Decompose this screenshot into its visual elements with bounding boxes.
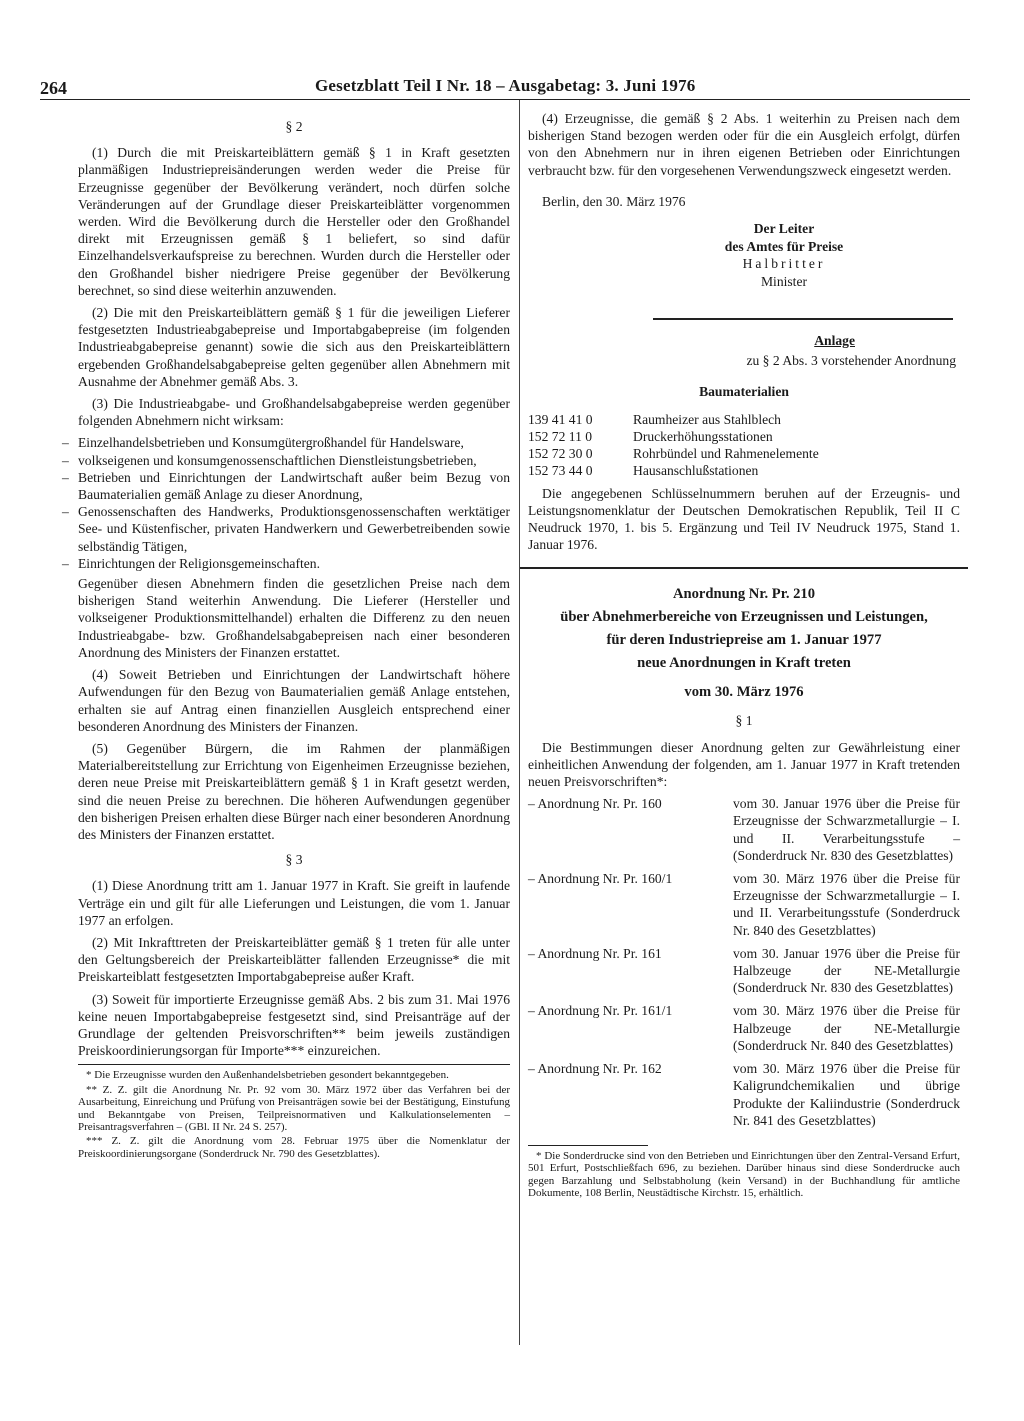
page-header xyxy=(40,70,970,100)
list-item: – Anordnung Nr. Pr. 162 vom 30. März 1976 über die Preise für Kaligrundchemikalien und übrige Produkte der Kaliindustrie (Sonderdruck Nr. 841 des Gesetzblattes) xyxy=(528,1061,960,1128)
table-row: 152 73 44 0 Hausanschlußstationen xyxy=(528,462,759,478)
footnote-rule xyxy=(528,1145,648,1146)
signatory-title: Der Leiter xyxy=(753,221,815,237)
footnote: *** Z. Z. gilt die Anordnung vom 28. Februar 1975 über die Nomenklatur der Preiskoordinierungsorgane (Sonderdruck Nr. 790 des Gesetzblattes). xyxy=(78,1135,510,1160)
right-column xyxy=(528,110,960,1202)
paragraph: (1) Durch die mit Preiskarteiblättern gemäß § 1 in Kraft gesetzten planmäßigen Industriepreisänderungen werden weder die Preise für Erzeugnisse gegenüber der Bevölkerung verändert, noch dürfen solche Veränderungen auf der Grundlage dieser Preiskarteiblätter vorgenommen werden. Wird die Bevölkerung durch die Hersteller oder den Großhandel direkt mit Erzeugnissen gemäß § 1 beliefert, so sind dafür Einzelhandelsverkaufspreise zu berechnen. Wurden durch die Hersteller oder den Großhandel bisher niedrigere Preise gegenüber der Bevölkerung berechnet, so sind diese weiterhin anzuwenden. xyxy=(78,145,510,298)
section-heading-1: § 1 xyxy=(735,713,753,729)
list-item: – Betrieben und Einrichtungen der Landwirtschaft außer beim Bezug von Baumaterialien gemäß Anlage zu dieser Anordnung, xyxy=(62,469,510,503)
table-row: 139 41 41 0 Raumheizer aus Stahlblech xyxy=(528,411,781,427)
footnote: * Die Erzeugnisse wurden den Außenhandelsbetrieben gesondert bekanntgegeben. xyxy=(86,1069,449,1082)
paragraph: (2) Die mit den Preiskarteiblättern gemäß § 1 für die jeweiligen Lieferer festgesetzten Industrieabgabepreise und Importabgabepreise (im folgenden Industrieabgabepreise genannt) sowie die sich aus den Preiskarteiblättern ergebenden Großhandelsabgabepreise gelten gegenüber allen Abnehmern mit Ausnahme der Abnehmer gemäß Abs. 3. xyxy=(78,305,510,389)
table-row: 152 72 11 0 Druckerhöhungsstationen xyxy=(528,428,773,444)
list-item: – Anordnung Nr. Pr. 161 vom 30. Januar 1976 über die Preise für Halbzeuge der NE-Metallurgie (Sonderdruck Nr. 830 des Gesetzblattes) xyxy=(528,945,960,996)
list-item: – Anordnung Nr. Pr. 160/1 vom 30. März 1976 über die Preise für Erzeugnisse der Schwarzmetallurgie – I. und II. Verarbeitungsstufe (Sonderdruck Nr. 840 des Gesetzblattes) xyxy=(528,871,960,938)
page-number: 264 xyxy=(40,78,67,98)
paragraph: (4) Soweit Betrieben und Einrichtungen der Landwirtschaft höhere Aufwendungen für den Bezug von Baumaterialien gemäß Anlage entstehen, erhalten sie auf Antrag einen finanziellen Ausgleich entsprechend einer besonderen Anordnung des Ministers der Finanzen. xyxy=(78,667,510,734)
signatory-name: Halbritter xyxy=(742,256,826,272)
paragraph: Die Bestimmungen dieser Anordnung gelten zur Gewährleistung einer einheitlichen Anwendung der folgenden, am 1. Januar 1977 in Kraft tretenden neuen Preisvorschriften*: xyxy=(528,739,960,790)
paragraph: (5) Gegenüber Bürgern, die im Rahmen der planmäßigen Materialbereitstellung zur Errichtung von Eigenheimen Erzeugnisse beziehen, deren neue Preise mit Preiskarteiblättern gemäß § 1 in Kraft gesetzt werden, sind die neuen Preise zu berechnen. Die höheren Aufwendungen gegenüber den bisherigen Preisen erhalten diese Bürger nach einer besonderen Anordnung des Ministers der Finanzen erstattet. xyxy=(78,740,510,842)
table-row: 152 72 30 0 Rohrbündel und Rahmenelemente xyxy=(528,445,819,461)
list-item: – Einzelhandelsbetrieben und Konsumgütergroßhandel für Handelsware, xyxy=(62,435,464,451)
ordinance-list xyxy=(528,795,960,1135)
signatory-office: des Amtes für Preise xyxy=(724,238,844,254)
abnehmer-list xyxy=(62,434,510,572)
left-column xyxy=(62,110,510,1162)
list-item: – Anordnung Nr. Pr. 161/1 vom 30. März 1976 über die Preise für Halbzeuge der NE-Metallurgie (Sonderdruck Nr. 840 des Gesetzblattes) xyxy=(528,1003,960,1053)
section-heading-3: § 3 xyxy=(285,852,303,868)
footnote: * Die Sonderdrucke sind von den Betrieben und Einrichtungen über den Zentral-Versand Erfurt, 501 Erfurt, Postschließfach 696, zu beziehen. Darüber hinaus sind diese Sonderdrucke auch gegen Barzahlung und Selbstabholung (kein Versand) in der Buchhandlung für amtliche Dokumente, 108 Berlin, Neustädtische Kirchstr. 15, erhältlich. xyxy=(528,1149,960,1200)
signatory-rank: Minister xyxy=(760,273,808,289)
column-divider xyxy=(519,100,520,1345)
paragraph: (3) Soweit für importierte Erzeugnisse gemäß Abs. 2 bis zum 31. Mai 1976 keine neuen Importabgabepreise festgesetzt sind, sind Preisanträge auf der Grundlage der geltenden Preisvorschriften** beim jeweils zuständigen Preiskoordinierungsorgan für Importe*** einzureichen. xyxy=(78,991,510,1059)
section-heading-2: § 2 xyxy=(285,119,303,134)
header-rule xyxy=(40,99,970,100)
ordinance-date: vom 30. März 1976 xyxy=(684,684,804,701)
place-date: Berlin, den 30. März 1976 xyxy=(542,193,686,209)
running-head: Gesetzblatt Teil I Nr. 18 – Ausgabetag: 3. Juni 1976 xyxy=(315,76,696,95)
footnote-rule xyxy=(78,1064,510,1065)
signature-block xyxy=(608,220,960,290)
paragraph: Die angegebenen Schlüsselnummern beruhen auf der Erzeugnis- und Leistungsnomenklatur der Deutschen Demokratischen Republik, Teil II C Neudruck 1970, 1. bis 5. Ergänzung und Teil IV Neudruck 1975, Stand 1. Januar 1976. xyxy=(528,485,960,553)
list-item: – Anordnung Nr. Pr. 160 vom 30. Januar 1976 über die Preise für Erzeugnisse der Schwarzmetallurgie – I. und II. Verarbeitungsstufe – (Sonderdruck Nr. 830 des Gesetzblattes) xyxy=(528,796,960,863)
anlage-title: Anlage xyxy=(814,333,855,349)
ordinance-title: Anordnung Nr. Pr. 210 über Abnehmerbereiche von Erzeugnissen und Leistungen, für deren Industriepreise am 1. Januar 1977 neue Anordnungen in Kraft treten vom 30. März 1976 xyxy=(528,583,960,704)
baumaterialien-heading: Baumaterialien xyxy=(699,384,789,400)
paragraph: Gegenüber diesen Abnehmern finden die gesetzlichen Preise nach dem bisherigen Stand weiterhin Anwendung. Die Lieferer (Hersteller und volkseigener Produktionsmittelhandel) erhalten die Differenz zu den neuen Industrieabgabe- bzw. Großhandelsabgabepreisen nach einer besonderen Anordnung des Ministers der Finanzen erstattet. xyxy=(78,576,510,660)
anlage-subtitle: zu § 2 Abs. 3 vorstehender Anordnung xyxy=(746,353,956,369)
paragraph: (2) Mit Inkrafttreten der Preiskarteiblätter gemäß § 1 treten für alle unter den Geltungsbereich der Preiskarteiblätter fallenden Erzeugnisse* die mit Preiskarteiblatt festgesetzten Importabgabepreise außer Kraft. xyxy=(78,934,510,985)
codes-table xyxy=(528,411,819,479)
separator-rule xyxy=(653,318,953,320)
list-item: – Genossenschaften des Handwerks, Produktionsgenossenschaften werktätiger See- und Küstenfischer, privaten Handwerkern und Gewerbetreibenden sowie selbständig Tätigen, xyxy=(62,504,510,554)
section-rule xyxy=(520,567,968,569)
paragraph: (4) Erzeugnisse, die gemäß § 2 Abs. 1 weiterhin zu Preisen nach dem bisherigen Stand bezogen werden oder für die ein Ausgleich erfolgt, dürfen von den Abnehmern nur in ihren eigenen Betrieben oder Einrichtungen verbraucht bzw. für den vorgesehenen Verwendungszweck eingesetzt werden. xyxy=(528,111,960,178)
footnote: ** Z. Z. gilt die Anordnung Nr. Pr. 92 vom 30. März 1972 über das Verfahren bei der Ausarbeitung, Einreichung und Prüfung von Preisanträgen sowie bei der Bestätigung, Einstufung und Bekanntgabe von Preisen, Teilpreisnormativen und Kalkulationselementen – Preisantragsverfahren – (GBl. II Nr. 24 S. 257). xyxy=(78,1083,510,1133)
paragraph: (3) Die Industrieabgabe- und Großhandelsabgabepreise werden gegenüber folgenden Abnehmern nicht wirksam: xyxy=(78,396,510,429)
list-item: – Einrichtungen der Religionsgemeinschaften. xyxy=(62,555,320,571)
paragraph: (1) Diese Anordnung tritt am 1. Januar 1977 in Kraft. Sie greift in laufende Verträge ein und gilt für alle Lieferungen und Leistungen, die vom 1. Januar 1977 an erfolgen. xyxy=(78,878,510,928)
list-item: – volkseigenen und konsumgenossenschaftlichen Dienstleistungsbetrieben, xyxy=(62,452,477,468)
